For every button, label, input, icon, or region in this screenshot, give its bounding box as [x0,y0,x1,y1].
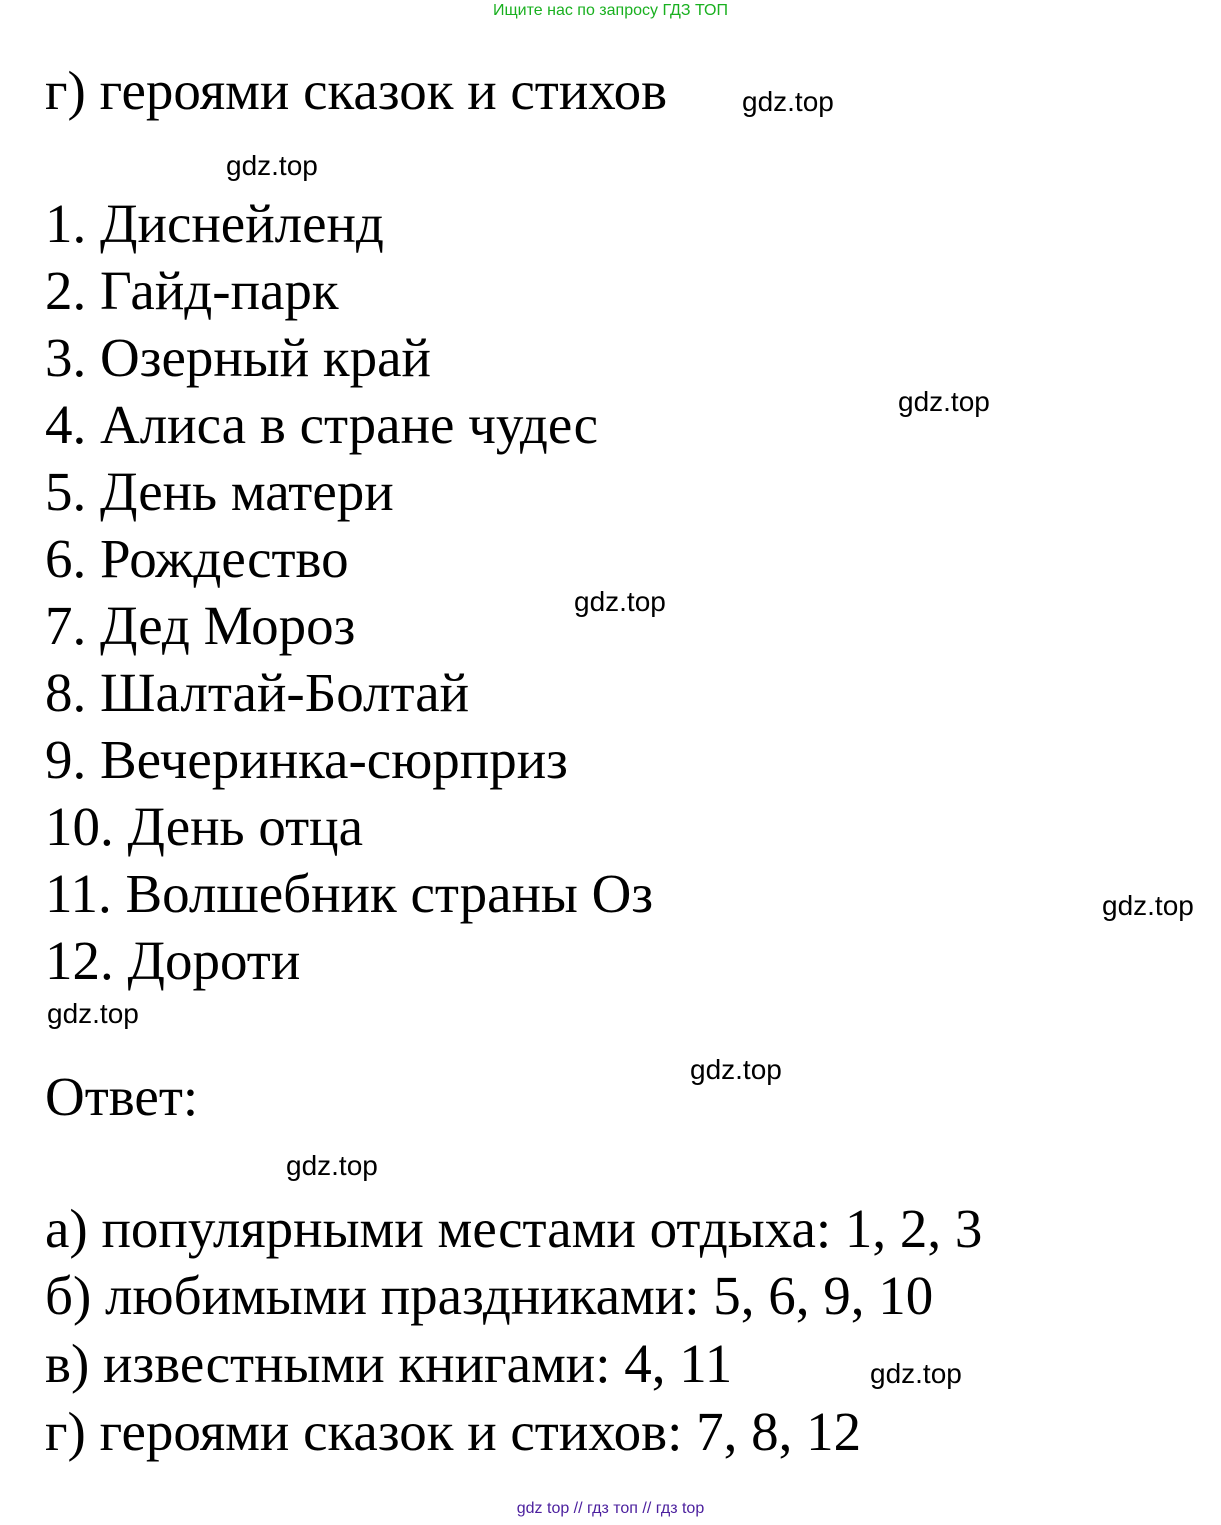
task-heading: г) героями сказок и стихов [45,60,668,121]
watermark: gdz.top [870,1358,962,1389]
list-item: 11. Волшебник страны Оз [45,863,654,924]
list-item: 1. Диснейленд [45,193,384,254]
list-item: 9. Вечеринка-сюрприз [45,729,568,790]
watermark: gdz.top [690,1054,782,1085]
watermark: gdz.top [47,998,139,1029]
list-item: 12. Дороти [45,930,301,991]
footer-separator: // [637,1500,656,1517]
watermark: gdz.top [742,86,834,117]
footer-part: гдз top [655,1500,705,1517]
answer-label: Ответ: [45,1066,199,1127]
watermark: gdz.top [898,386,990,417]
answer-line: в) известными книгами: 4, 11 [45,1333,733,1394]
answer-line: г) героями сказок и стихов: 7, 8, 12 [45,1401,862,1462]
watermark: gdz.top [286,1150,378,1181]
list-item: 4. Алиса в стране чудес [45,394,599,455]
list-item: 7. Дед Мороз [45,595,356,656]
list-item: 10. День отца [45,796,364,857]
answer-line: б) любимыми праздниками: 5, 6, 9, 10 [45,1265,934,1326]
footer-separator: // [569,1500,588,1517]
top-banner: Ищите нас по запросу ГДЗ ТОП [493,2,728,19]
footer [0,1499,1221,1519]
list-item: 6. Рождество [45,528,349,589]
watermark: gdz.top [574,586,666,617]
list-item: 3. Озерный край [45,327,431,388]
list-item: 2. Гайд-парк [45,260,339,321]
watermark: gdz.top [1102,890,1194,921]
answer-line: а) популярными местами отдыха: 1, 2, 3 [45,1198,983,1259]
watermark: gdz.top [226,150,318,181]
footer-part: гдз топ [587,1500,638,1517]
list-item: 8. Шалтай-Болтай [45,662,470,723]
footer-part: gdz top [516,1500,570,1517]
list-item: 5. День матери [45,461,394,522]
